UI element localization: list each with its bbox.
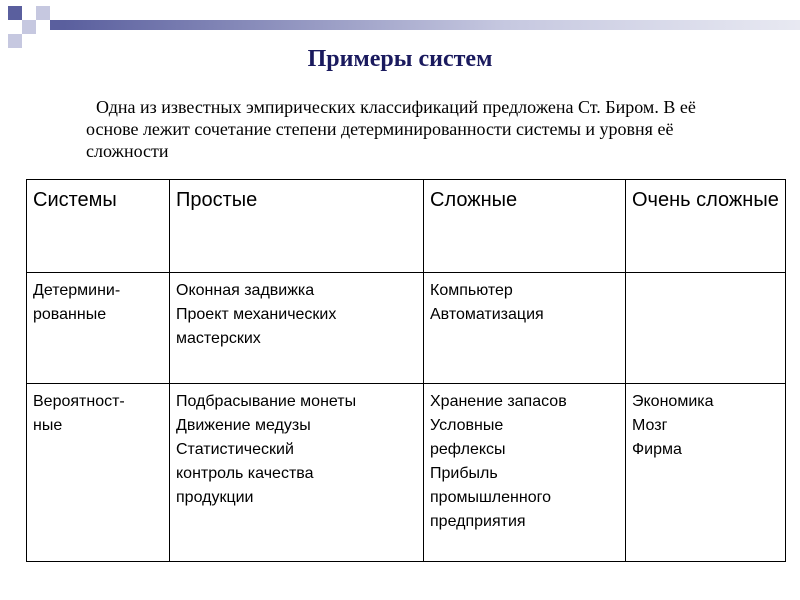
decorative-header-squares — [0, 0, 800, 50]
simple-cell — [170, 384, 424, 562]
cell-line: Хранение запасов — [430, 393, 567, 410]
cell-line: Оконная задвижка — [176, 282, 315, 299]
table-row — [27, 384, 786, 562]
cell-line: мастерских — [176, 330, 261, 347]
simple-cell — [170, 273, 424, 384]
cell-line: Движение медузы — [176, 417, 311, 434]
header-cell-simple: Простые — [170, 180, 424, 273]
cell-line: рованные — [33, 306, 107, 323]
deco-square — [22, 20, 36, 34]
cell-line: Детермини- — [33, 282, 121, 299]
cell-line: Подбрасывание монеты — [176, 393, 357, 410]
cell-line: Автоматизация — [430, 306, 544, 323]
cell-line: Условные — [430, 417, 504, 434]
cell-line: рефлексы — [430, 441, 506, 458]
cell-line: предприятия — [430, 513, 526, 530]
cell-line: Экономика — [632, 393, 714, 410]
very-complex-cell — [626, 273, 786, 384]
row-label-cell — [27, 384, 170, 562]
very-complex-cell — [626, 384, 786, 562]
cell-line: Фирма — [632, 441, 682, 458]
deco-square — [50, 20, 64, 30]
table-row — [27, 273, 786, 384]
cell-line: Мозг — [632, 417, 668, 434]
cell-line: Статистический — [176, 441, 294, 458]
deco-square — [36, 6, 50, 20]
row-label-cell — [27, 273, 170, 384]
intro-paragraph: Одна из известных эмпирических классификаций предложена Ст. Биром. В её основе лежит сочетание степени детерминированности системы и уровня её сложности — [86, 97, 696, 161]
complex-cell — [424, 273, 626, 384]
cell-line: ные — [33, 417, 63, 434]
complex-cell — [424, 384, 626, 562]
cell-line: Прибыль — [430, 465, 498, 482]
cell-line: Проект механических — [176, 306, 337, 323]
table-header-row — [27, 180, 786, 273]
header-cell-very-complex: Очень сложные — [626, 180, 786, 273]
systems-table — [26, 179, 786, 562]
cell-line: контроль качества — [176, 465, 314, 482]
header-cell-systems: Системы — [27, 180, 170, 273]
cell-line: Компьютер — [430, 282, 513, 299]
deco-square — [8, 6, 22, 20]
cell-line: промышленного — [430, 489, 551, 506]
cell-line: Вероятност- — [33, 393, 125, 410]
slide-title: Примеры систем — [307, 46, 493, 72]
deco-bar — [64, 20, 800, 30]
cell-line: продукции — [176, 489, 254, 506]
header-cell-complex: Сложные — [424, 180, 626, 273]
